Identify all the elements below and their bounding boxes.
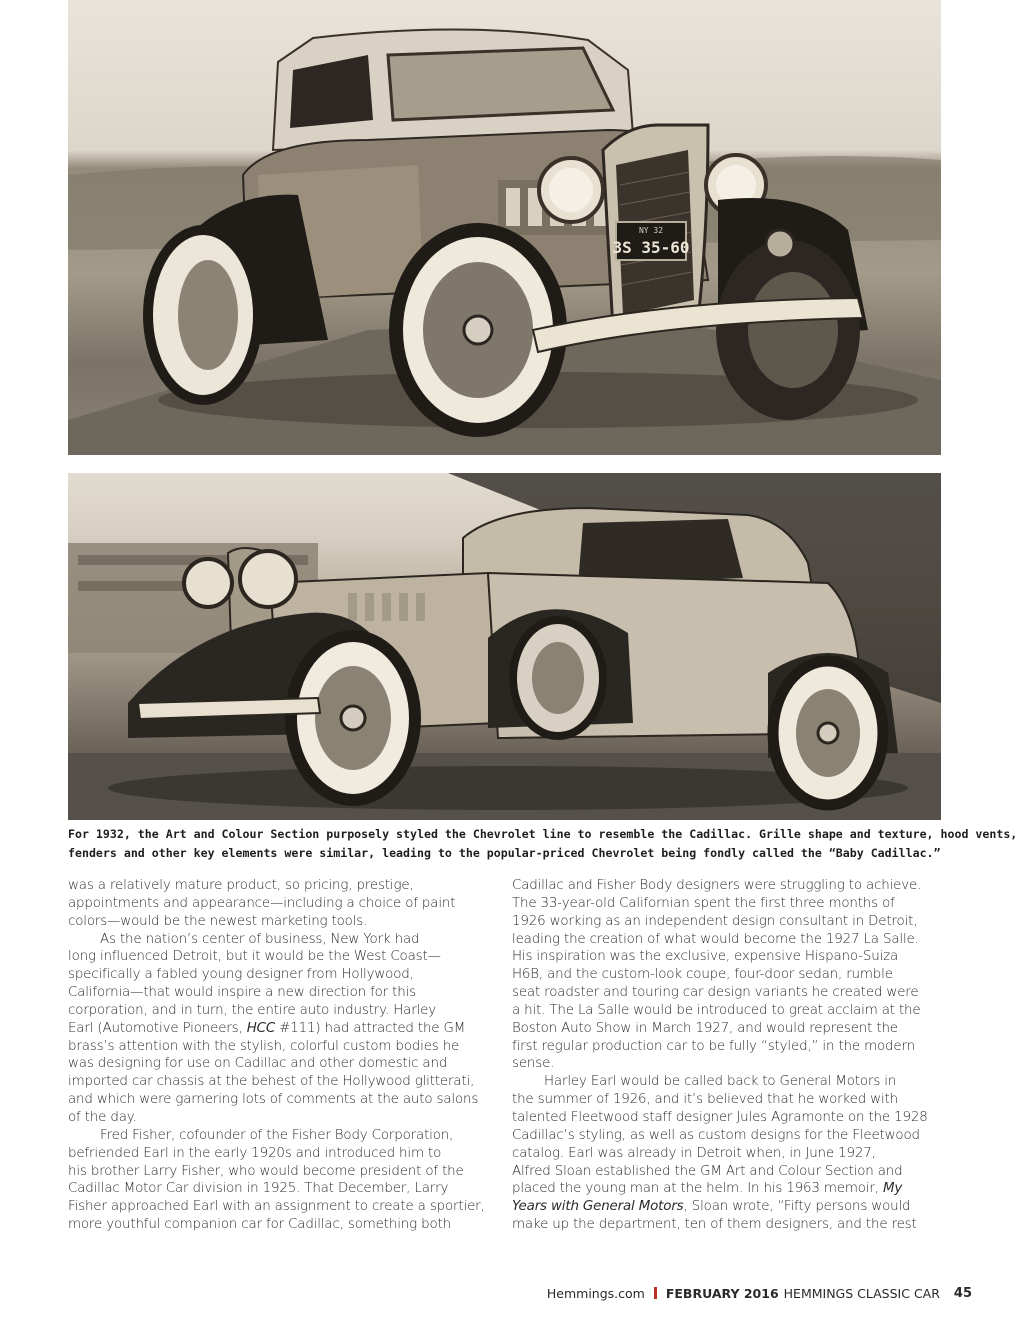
chevrolet-photo (68, 0, 941, 455)
text-line: Alfred Sloan established the GM Art and Colour Section and (512, 1163, 903, 1179)
text-line: make up the department, ten of them designers, and the rest (512, 1217, 917, 1233)
article-column-right (512, 877, 936, 1234)
text-line: Cadillac’s styling, as well as custom designs for the Fleetwood (512, 1127, 920, 1143)
text-line: his brother Larry Fisher, who would become president of the (68, 1163, 464, 1179)
text-run: #111) had attracted the GM (275, 1020, 466, 1036)
text-line: specifically a fabled young designer from Hollywood, (68, 967, 414, 983)
text-line: leading the creation of what would become the 1927 La Salle. (512, 931, 919, 947)
footer-divider (654, 1287, 657, 1299)
cadillac-illustration (68, 473, 941, 820)
paragraph-start: Fred Fisher, cofounder of the Fisher Body Corporation, (100, 1127, 454, 1143)
photo-caption (68, 825, 1018, 863)
text-line: California—that would inspire a new direction for this (68, 985, 416, 1001)
paragraph-start: As the nation’s center of business, New York had (100, 931, 420, 947)
paragraph-start: Harley Earl would be called back to General Motors in (544, 1074, 897, 1090)
text-line: befriended Earl in the early 1920s and introduced him to (68, 1145, 442, 1161)
text-line: Fisher approached Earl with an assignment to create a sportier, (68, 1199, 485, 1215)
page-number: 45 (953, 1285, 972, 1301)
text-line: and which were garnering lots of comments at the auto salons (68, 1092, 479, 1108)
text-line: 1926 working as an independent design consultant in Detroit, (512, 913, 918, 929)
magazine-abbrev: HCC (246, 1020, 276, 1036)
page-footer (547, 1283, 972, 1303)
text-line: colors—would be the newest marketing tools. (68, 913, 368, 929)
text-line: more youthful companion car for Cadillac, something both (68, 1217, 451, 1233)
text-line: The 33-year-old Californian spent the first three months of (512, 895, 895, 911)
article-column-left (68, 877, 492, 1234)
caption-line: fenders and other key elements were similar, leading to the popular-priced Chevrolet being fondly called the “Baby Cadillac.” (68, 846, 941, 860)
text-run: Earl (Automotive Pioneers, (68, 1020, 247, 1036)
text-line: Cadillac Motor Car division in 1925. That December, Larry (68, 1181, 449, 1197)
text-line: first regular production car to be fully “styled,” in the modern (512, 1038, 915, 1054)
text-line: long influenced Detroit, but it would be the West Coast— (68, 949, 441, 965)
text-line: appointments and appearance—including a choice of paint (68, 895, 456, 911)
text-line: corporation, and in turn, the entire auto industry. Harley (68, 1002, 436, 1018)
text-line: of the day. (68, 1109, 137, 1125)
text-line: Boston Auto Show in March 1927, and would represent the (512, 1020, 898, 1036)
text-line: a hit. The La Salle would be introduced to great acclaim at the (512, 1002, 921, 1018)
text-line (68, 1020, 492, 1038)
footer-issue-date: FEBRUARY 2016 (665, 1285, 779, 1301)
text-line: catalog. Earl was already in Detroit when, in June 1927, (512, 1145, 876, 1161)
text-line: sense. (512, 1056, 555, 1072)
text-line: the summer of 1926, and it’s believed that he worked with (512, 1092, 898, 1108)
text-run: , Sloan wrote, “Fifty persons would (683, 1199, 911, 1215)
text-line (512, 1180, 936, 1198)
book-title-part: My (882, 1181, 903, 1197)
text-line: imported car chassis at the behest of the Hollywood glitterati, (68, 1074, 475, 1090)
caption-line: For 1932, the Art and Colour Section purposely styled the Chevrolet line to resemble the Cadillac. Grille shape and texture, hood vents, (68, 827, 1018, 841)
text-line: talented Fleetwood staff designer Jules Agramonte on the 1928 (512, 1109, 928, 1125)
text-line: seat roadster and touring car design variants he created were (512, 985, 919, 1001)
footer-site: Hemmings.com (546, 1285, 645, 1301)
text-line: His inspiration was the exclusive, expensive Hispano-Suiza (512, 949, 899, 965)
text-line: was designing for use on Cadillac and other domestic and (68, 1056, 448, 1072)
plate-year-label: NY 32 (638, 226, 664, 235)
text-line: Cadillac and Fisher Body designers were struggling to achieve. (512, 878, 922, 893)
book-title-part: Years with General Motors (512, 1199, 684, 1215)
text-line (512, 1198, 936, 1216)
cadillac-photo (68, 473, 941, 820)
plate-number-label: 3S 35-60 (612, 238, 690, 257)
text-line: H6B, and the custom-look coupe, four-door sedan, rumble (512, 967, 893, 983)
footer-publication: HEMMINGS CLASSIC CAR (783, 1285, 940, 1301)
text-line: was a relatively mature product, so pricing, prestige, (68, 878, 414, 893)
chevrolet-illustration (68, 0, 941, 455)
text-line: brass’s attention with the stylish, colorful custom bodies he (68, 1038, 460, 1054)
text-run: placed the young man at the helm. In his 1963 memoir, (512, 1181, 883, 1197)
